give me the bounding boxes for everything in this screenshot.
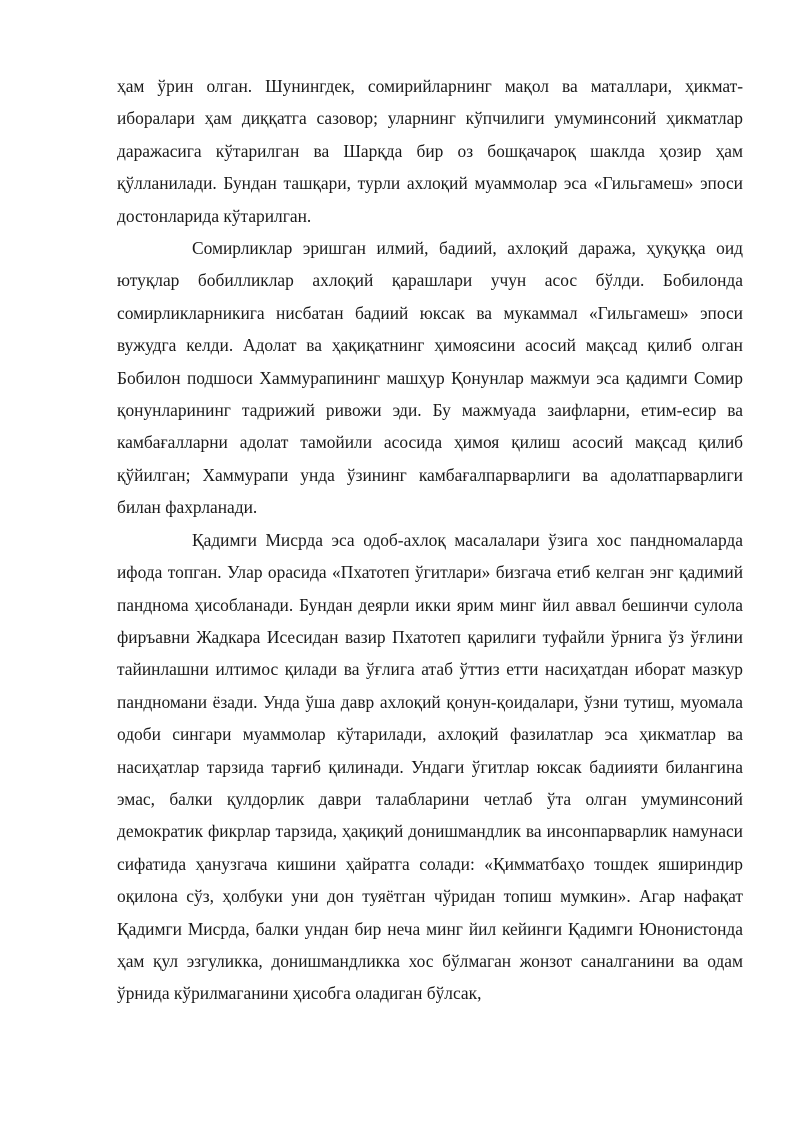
paragraph-2: Сомирликлар эришган илмий, бадиий, ахлоқий даража, ҳуқуққа оид ютуқлар бобилликлар ахлоқий қарашлари учун асос бўлди. Бобилонда сомирликларникига нисбатан бадиий юксак ва мукаммал «Гильгамеш» эпоси вужудга келди. Адолат ва ҳақиқатнинг ҳимоясини асосий мақсад қилиб олган Бобилон подшоси Хаммурапининг машҳур Қонунлар мажмуи эса қадимги Сомир қонунларининг тадрижий ривожи эди. Бу мажмуада заифларни, етим-есир ва камбағалларни адолат тамойили асосида ҳимоя қилиш асосий мақсад қилиб қўйилган; Хаммурапи унда ўзининг камбағалпарварлиги ва адолатпарварлиги билан фахрланади. (117, 238, 743, 518)
paragraph-3: Қадимги Мисрда эса одоб-ахлоқ масалалари ўзига хос пандномаларда ифода топган. Улар орасида «Пхатотеп ўгитлари» бизгача етиб келган энг қадимий пандномa ҳисобланади. Бундан деярли икки ярим минг йил аввал бешинчи сулола фиръавни Жадкара Исесидан вазир Пхатотеп қарилиги туфайли ўрнига ўз ўғлини тайинлашни илтимос қилади ва ўғлига атаб ўттиз етти насиҳатдан иборат мазкур пандномани ёзади. Унда ўша давр ахлоқий қонун-қоидалари, ўзни тутиш, муомала одоби сингари муаммолар кўтарилади, ахлоқий фазилатлар эса ҳикматлар ва насиҳатлар тарзида тарғиб қилинади. Ундаги ўгитлар юксак бадиияти билангина эмас, балки қулдорлик даври талабларини четлаб ўта олган умуминсоний демократик фикрлар тарзида, ҳақиқий донишмандлик ва инсонпарварлик намунаси сифатида ҳанузгача кишини ҳайратга солади: «Қимматбаҳо тошдек яшириндир оқилона сўз, ҳолбуки уни дон туяётган чўридан топиш мумкин». Агар нафақат Қадимги Мисрда, балки ундан бир неча минг йил кейинги Қадимги Юнонистонда ҳам қул эзгуликка, донишмандликка хос бўлмаган жонзот саналганини ва одам ўрнида кўрилмаганини ҳисобга оладиган бўлсак, (117, 529, 743, 1004)
body-text (117, 70, 743, 1010)
paragraph-1: ҳам ўрин олган. Шунингдек, сомирийларнинг мақол ва маталлари, ҳикмат-иборалари ҳам диққатга сазовор; уларнинг кўпчилиги умуминсоний ҳикматлар даражасига кўтарилган ва Шарқда бир оз бошқачароқ шаклда ҳозир ҳам қўлланилади. Бундан ташқари, турли ахлоқий муаммолар эса «Гильгамеш» эпоси достонларида кўтарилган. (117, 76, 743, 226)
